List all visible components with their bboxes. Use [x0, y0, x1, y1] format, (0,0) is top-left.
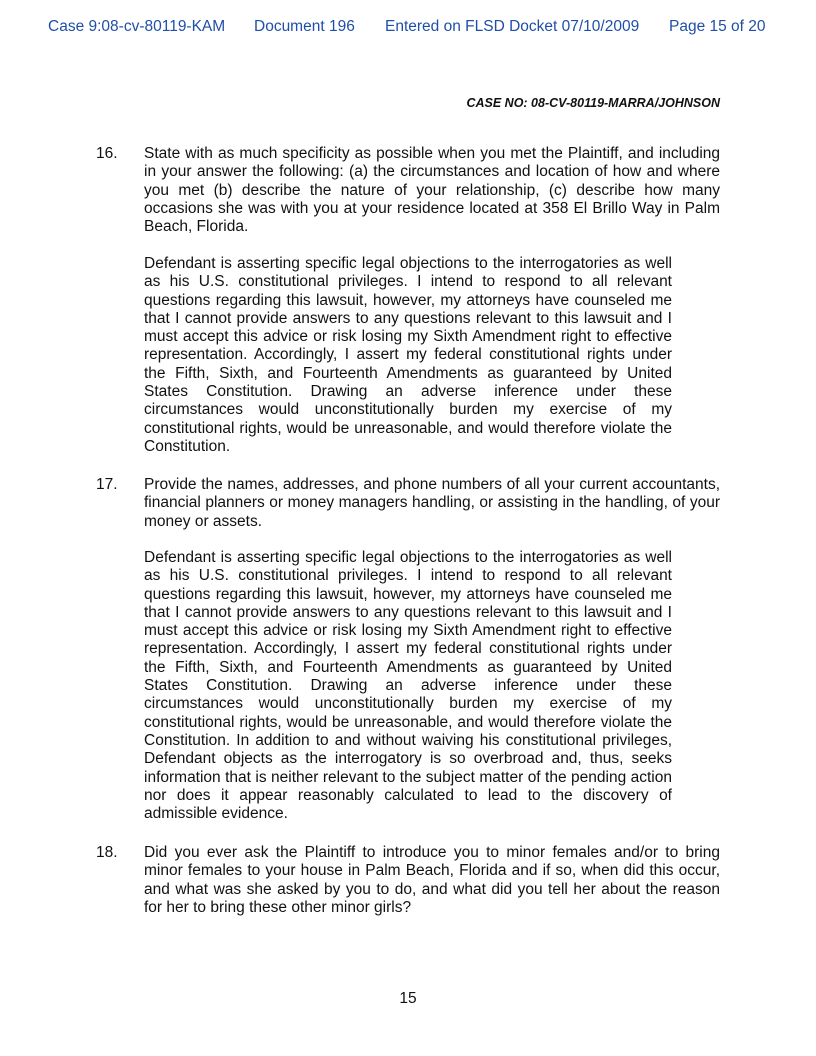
case-number-heading: CASE NO: 08-CV-80119-MARRA/JOHNSON — [466, 96, 720, 110]
item-number: 17. — [96, 476, 118, 493]
item-number: 18. — [96, 844, 118, 861]
interrogatory-question: Provide the names, addresses, and phone numbers of all your current accountants, financial planners or money managers handling, or assisting in the handling, of your money or assets. — [144, 476, 720, 530]
item-number: 16. — [96, 145, 118, 162]
interrogatory-question: Did you ever ask the Plaintiff to introduce you to minor females and/or to bring minor females to your house in Palm Beach, Florida and if so, when did this occur, and what was she asked by you to do, and what did you tell her about the reason for her to bring these other minor girls? — [144, 844, 720, 916]
header-case-number: Case 9:08-cv-80119-KAM — [48, 18, 226, 35]
interrogatory-question: State with as much specificity as possible when you met the Plaintiff, and including in your answer the following: (a) the circumstances and location of how and where you met (b) describe the nature of your relationship, (c) describe how many occasions she was with you at your residence located at 358 El Brillo Way in Palm Beach, Florida. — [144, 145, 720, 236]
header-entered-docket: Entered on FLSD Docket 07/10/2009 — [385, 18, 640, 35]
header-document-number: Document 196 — [254, 18, 355, 35]
interrogatory-response: Defendant is asserting specific legal objections to the interrogatories as well as his U.S. constitutional privileges. I intend to respond to all relevant questions regarding this lawsuit, however, my attorneys have counseled me that I cannot provide answers to any questions relevant to this lawsuit and I must accept this advice or risk losing my Sixth Amendment right to effective representation. Accordingly, I assert my federal constitutional rights under the Fifth, Sixth, and Fourteenth Amendments as guaranteed by United States Constitution. Drawing an adverse inference under these circumstances would unconstitutionally burden my exercise of my constitutional rights, would be unreasonable, and would therefore violate the Constitution. — [144, 255, 672, 455]
interrogatory-response: Defendant is asserting specific legal objections to the interrogatories as well as his U.S. constitutional privileges. I intend to respond to all relevant questions regarding this lawsuit, however, my attorneys have counseled me that I cannot provide answers to any questions relevant to this lawsuit and I must accept this advice or risk losing my Sixth Amendment right to effective representation. Accordingly, I assert my federal constitutional rights under the Fifth, Sixth, and Fourteenth Amendments as guaranteed by United States Constitution. Drawing an adverse inference under these circumstances would unconstitutionally burden my exercise of my constitutional rights, would be unreasonable, and would therefore violate the Constitution. In addition to and without waiving his constitutional privileges, Defendant objects as the interrogatory is so overbroad and, thus, seeks information that is neither relevant to the subject matter of the pending action nor does it appear reasonably calculated to lead to the discovery of admissible evidence. — [144, 549, 672, 823]
page-number: 15 — [399, 990, 417, 1007]
header-page-count: Page 15 of 20 — [669, 18, 766, 35]
